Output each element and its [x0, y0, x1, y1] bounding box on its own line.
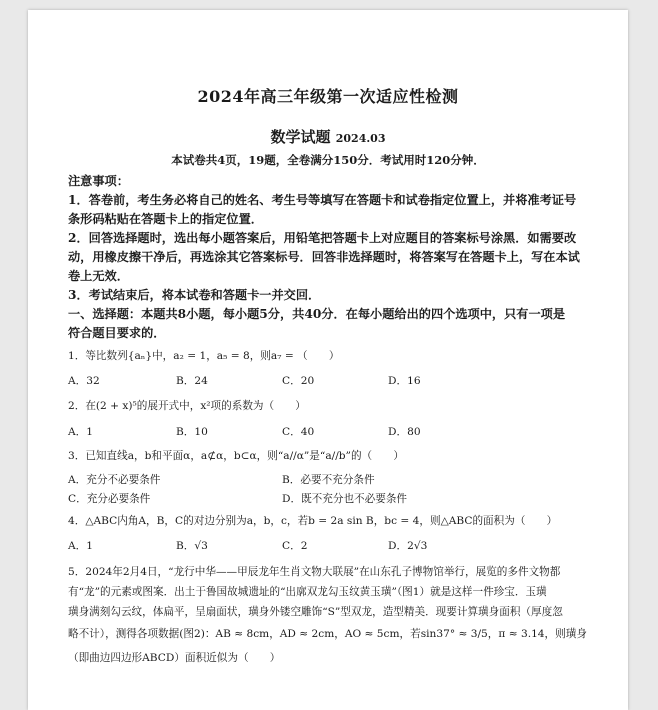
question-4-option-b: B．√3	[176, 540, 208, 552]
question-5-line-1: 5．2024年2月4日，“龙行中华——甲辰龙年生肖文物大联展”在山东孔子博物馆举行，展览的多件文物都	[68, 566, 561, 578]
question-1-option-c: C．20	[282, 375, 315, 387]
question-2-option-d: D．80	[388, 426, 421, 438]
question-4-stem: 4．△ABC内角A，B，C的对边分别为a，b，c，若b = 2a sin B，bc = 4，则△ABC的面积为（ ）	[68, 515, 558, 527]
note-2-line-1: 2．回答选择题时，选出每小题答案后，用铅笔把答题卡上对应题目的答案标号涂黑．如需要改	[68, 231, 577, 245]
note-3: 3．考试结束后，将本试卷和答题卡一并交回．	[68, 288, 321, 302]
subject-title	[28, 126, 628, 147]
section-1-line-1: 一、选择题：本题共8小题，每小题5分，共40分．在每小题给出的四个选项中，只有一项是	[68, 307, 566, 321]
question-5-line-3: 璜身满刻勾云纹，体扁平，呈扇面状，璜身外镂空雕饰“S”型双龙，造型精美．现要计算璜身面积（厚度忽	[68, 606, 563, 618]
exam-page	[28, 10, 628, 710]
question-3-option-c: C．充分必要条件	[68, 493, 151, 505]
question-2-option-a: A．1	[68, 426, 93, 438]
note-2-line-3: 卷上无效．	[68, 269, 129, 283]
question-1-option-a: A．32	[68, 375, 100, 387]
question-1-option-b: B．24	[176, 375, 208, 387]
subject-name: 数学试题	[270, 128, 331, 146]
note-1-line-1: 1．答卷前，考生务必将自己的姓名、考生号等填写在答题卡和试卷指定位置上，并将准考证号	[68, 193, 577, 207]
question-3-option-d: D．既不充分也不必要条件	[282, 493, 408, 505]
exam-title: 2024年高三年级第一次适应性检测	[197, 87, 459, 106]
question-4-option-d: D．2√3	[388, 540, 428, 552]
question-2-option-c: C．40	[282, 426, 315, 438]
question-3-option-b: B．必要不充分条件	[282, 474, 375, 486]
exam-info: 本试卷共4页，19题，全卷满分150分．考试用时120分钟．	[171, 153, 485, 167]
question-3-option-a: A．充分不必要条件	[68, 474, 161, 486]
question-1-option-d: D．16	[388, 375, 421, 387]
note-1-line-2: 条形码粘贴在答题卡上的指定位置．	[68, 212, 263, 226]
question-5-line-5: （即曲边四边形ABCD）面积近似为（ ）	[68, 652, 281, 664]
question-1-stem: 1．等比数列{aₙ}中，a₂ = 1，a₅ = 8，则a₇ = （ ）	[68, 350, 340, 362]
question-3-stem: 3．已知直线a，b和平面α，a⊄α，b⊂α，则“a//α”是“a//b”的（ ）	[68, 450, 404, 462]
question-5-line-4: 略不计），测得各项数据(图2)：AB ≈ 8cm，AD ≈ 2cm，AO ≈ 5cm，若sin37° ≈ 3/5，π ≈ 3.14，则璜身	[68, 628, 587, 640]
question-2-option-b: B．10	[176, 426, 208, 438]
question-5-line-2: 有“龙”的元素或图案．出土于鲁国故城遗址的“出廓双龙勾玉纹黄玉璜”（图1）就是这样一件珍宝．玉璜	[68, 586, 547, 598]
question-4-option-a: A．1	[68, 540, 93, 552]
exam-date: 2024.03	[335, 132, 386, 145]
question-4-option-c: C．2	[282, 540, 308, 552]
question-2-stem: 2．在(2 + x)⁵的展开式中，x²项的系数为（ ）	[68, 400, 306, 412]
section-1-line-2: 符合题目要求的．	[68, 326, 166, 340]
note-2-line-2: 动，用橡皮擦干净后，再选涂其它答案标号．回答非选择题时，将答案写在答题卡上，写在本试	[68, 250, 580, 264]
notes-heading: 注意事项：	[68, 174, 129, 188]
